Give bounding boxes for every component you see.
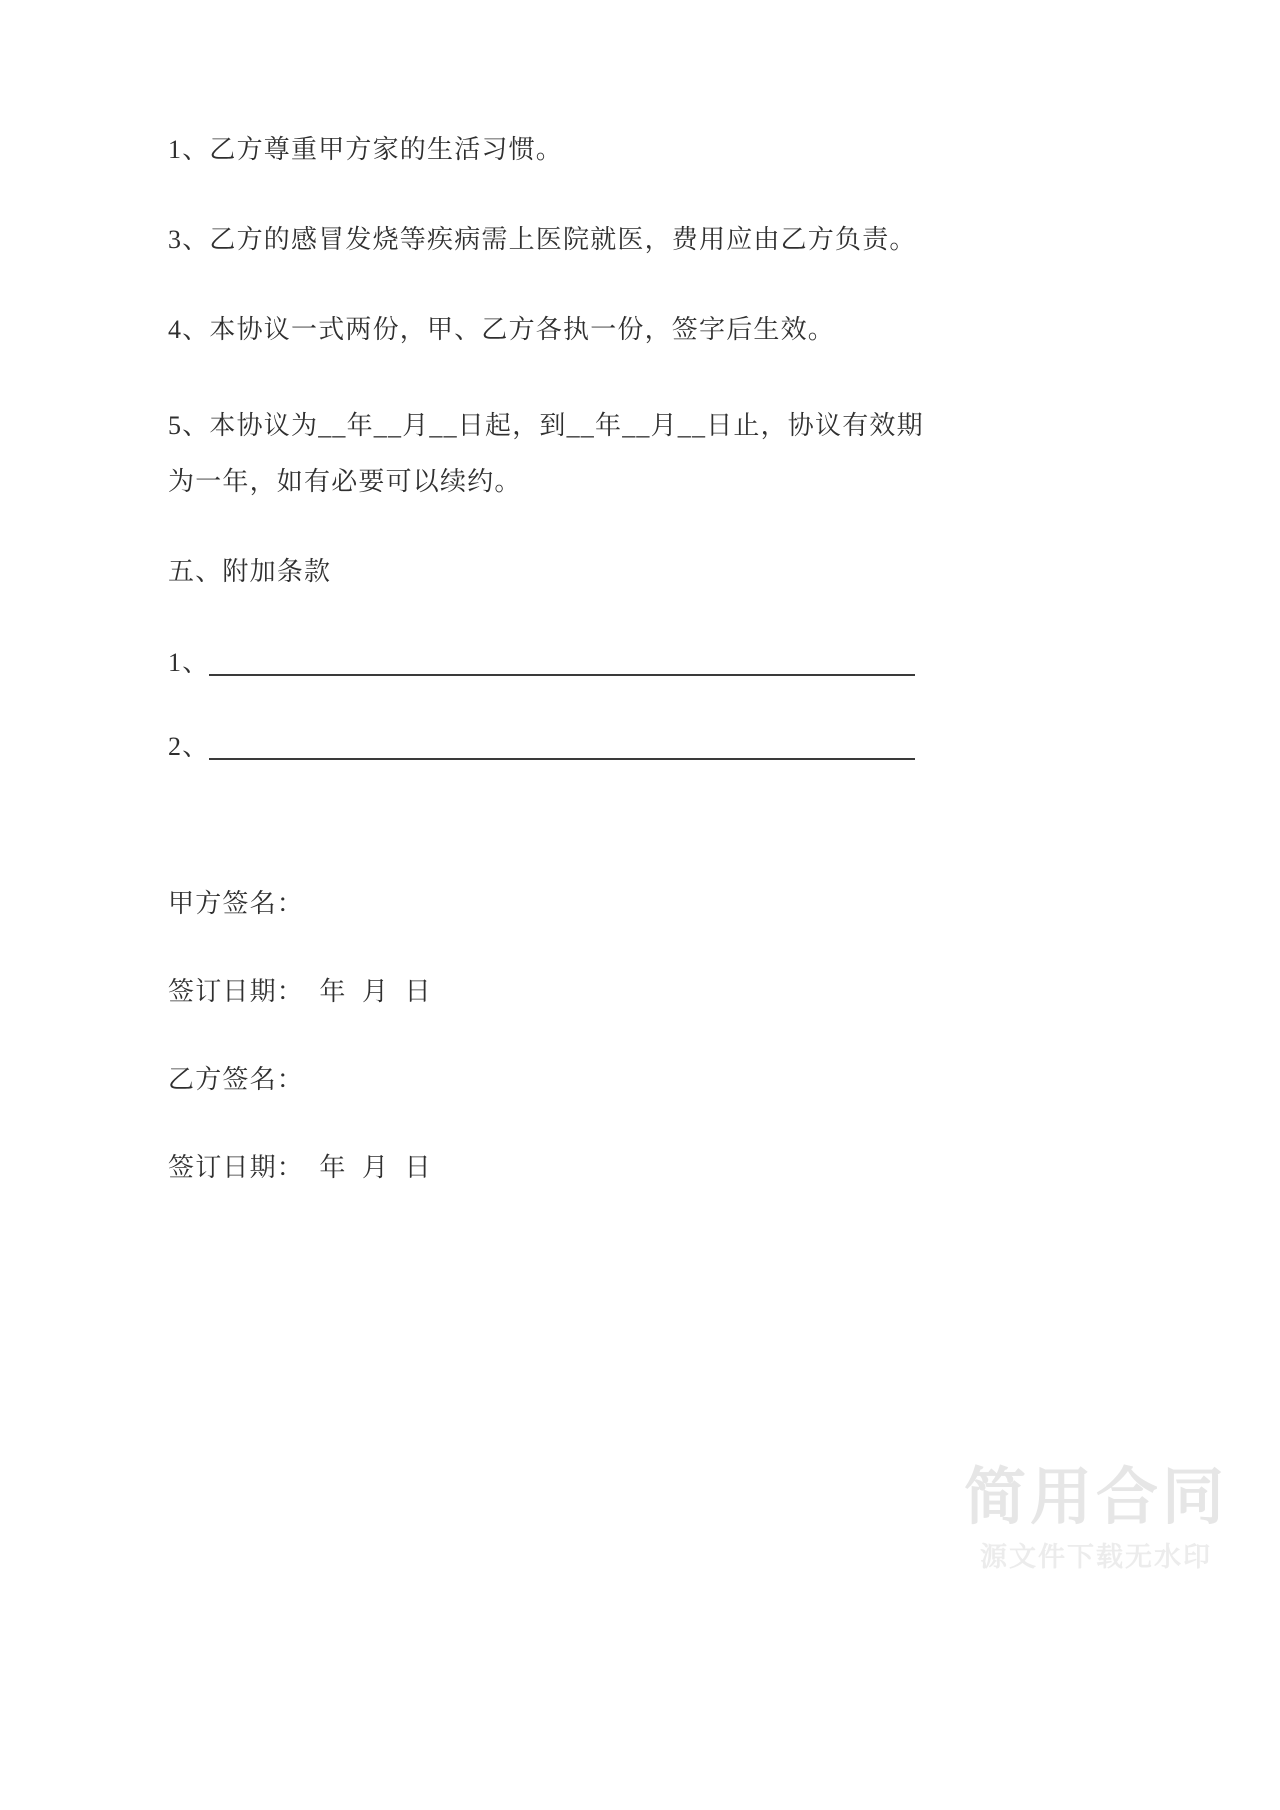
watermark-sub-text: 源文件下载无水印 xyxy=(979,1542,1212,1573)
signature-block xyxy=(168,882,928,1190)
party-a-date-label: 签订日期： 年 月 日 xyxy=(168,977,432,1006)
party-b-date-label: 签订日期： 年 月 日 xyxy=(168,1153,432,1182)
watermark-main-text: 简用合同 xyxy=(963,1460,1228,1533)
additional-term-label-2: 2、 xyxy=(168,732,210,761)
additional-term-row-1 xyxy=(168,640,928,680)
document-body xyxy=(168,128,928,1234)
clause-item-4: 4、本协议一式两份，甲、乙方各执一份，签字后生效。 xyxy=(168,315,836,344)
additional-term-label-1: 1、 xyxy=(168,648,210,677)
party-a-signature-label: 甲方签名： xyxy=(168,889,305,918)
section-heading-additional-terms: 五、附加条款 xyxy=(168,557,332,586)
clause-item-3: 3、乙方的感冒发烧等疾病需上医院就医，费用应由乙方负责。 xyxy=(168,225,917,254)
additional-term-blank-2[interactable] xyxy=(209,757,915,760)
party-b-signature-label: 乙方签名： xyxy=(168,1065,305,1094)
additional-term-row-2 xyxy=(168,724,928,764)
clause-item-1: 1、乙方尊重甲方家的生活习惯。 xyxy=(168,135,564,164)
additional-term-blank-1[interactable] xyxy=(209,673,915,676)
clause-item-5: 5、本协议为__年__月__日起，到__年__月__日止，协议有效期为一年，如有必要可以续约。 xyxy=(168,411,924,496)
watermark xyxy=(964,1460,1228,1578)
